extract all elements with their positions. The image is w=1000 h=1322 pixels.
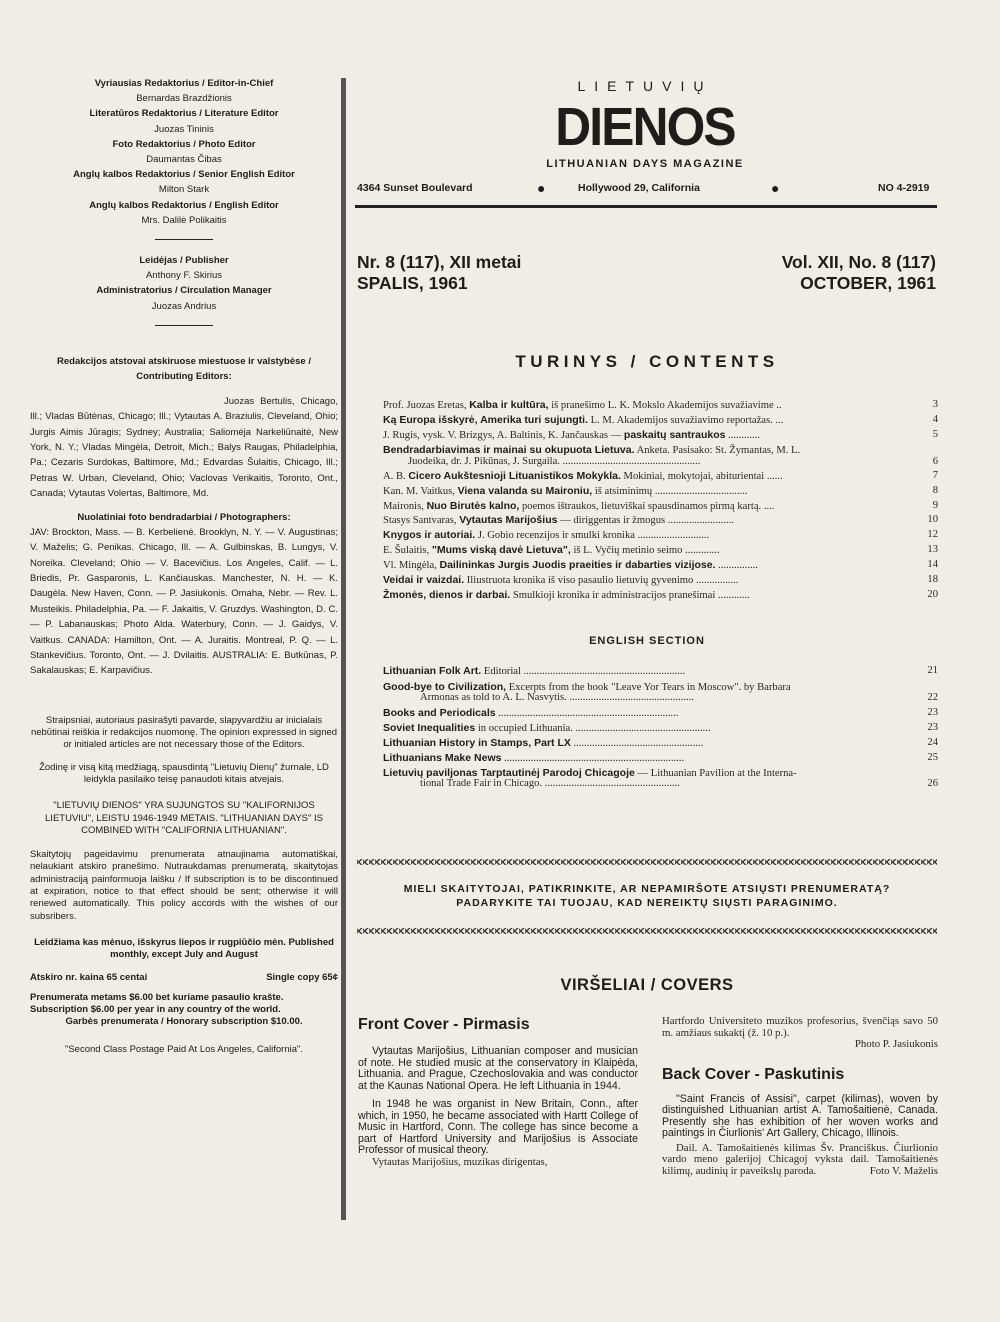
toc-title: Nuo Birutės kalno, [426, 500, 520, 512]
credit-role: Anglų kalbos Redaktorius / Senior English Editor [73, 169, 295, 181]
toc-desc: Mokiniai, mokytojai, abiturientai ...... [620, 471, 783, 482]
contributing-editors-heading: Redakcijos atstovai atskiruose miestuose ir valstybėse / Contributing Editors: [57, 355, 311, 382]
toc-item[interactable] [383, 470, 938, 484]
toc-item-continued[interactable] [408, 456, 938, 470]
street-address: 4364 Sunset Boulevard [357, 182, 473, 194]
toc-desc: tional Trade Fair in Chicago. ................................................... [420, 778, 680, 789]
toc-page: 20 [924, 589, 938, 600]
toc-title: paskaitų santraukos [623, 429, 726, 441]
toc-desc: in occupied Lithuania. ................................................... [475, 723, 711, 734]
toc-desc: L. M. Akademijos suvažiavimo reportažas. ... [588, 415, 784, 426]
front-cover-heading: Front Cover - Pirmasis [358, 1016, 530, 1033]
credit-role: Foto Redaktorius / Photo Editor [112, 138, 256, 150]
column-divider [341, 78, 346, 1220]
front-cover-paragraph: Vytautas Marijošius, muzikas dirigentas, [372, 1155, 548, 1168]
toc-item[interactable] [383, 514, 938, 528]
toc-author: Prof. Juozas Eretas, [383, 400, 470, 411]
toc-page: 5 [930, 429, 938, 440]
photo-credit: Photo P. Jasiukonis [854, 1038, 938, 1050]
toc-title: Lithuanian History in Stamps, Part LX [383, 737, 571, 749]
toc-page: 9 [930, 500, 938, 511]
credit-name: Bernardas Brazdžionis [136, 93, 232, 105]
toc-page: 14 [924, 559, 938, 570]
toc-page: 8 [930, 485, 938, 496]
contributing-editors-text: Juozas Bertulis, Chicago, Ill.; Vladas Būtėnas, Chicago; Ill.; Vytautas A. Braziulis, Cleveland, Ohio; Jurgis Aimis Jūragis; Sydney; Australia; Saliomėja Narkeliūnaitė, New York, N. Y.; Vladas Mingėla, Detroit, Mich.; Balys Raugas, Philadelphia, Pa.; Cezaris Surdokas, Baltimore, Md.; Edvardas Šulaitis, Chicago, Ill.; Petras W. Urban, Cleveland, Ohio; Vaclovas Verikaitis, Toronto, Ont., Canada; Vytautas Volertas, Baltimore, Md. [30, 395, 338, 500]
toc-desc: Editorial ............................................................. [481, 666, 686, 677]
honorary-subscription: Garbės prenumerata / Honorary subscription $10.00. [65, 1016, 303, 1028]
toc-item[interactable] [383, 589, 938, 603]
toc-page: 12 [924, 529, 938, 540]
toc-item[interactable] [383, 414, 938, 428]
issue-lt-line1: Nr. 8 (117), XII metai [357, 252, 522, 272]
toc-item[interactable] [383, 722, 938, 736]
opinion-notice: Straipsniai, autoriaus pasirašyti pavarde, slapyvardžiu ar inicialais nebūtinai reiškia ir redakcijos nuomonę. The opinion expressed in signed or initialed articles are not necessary those of the Editors. [30, 714, 338, 751]
bullet-icon: ● [771, 180, 780, 196]
city-address: Hollywood 29, California [578, 182, 700, 194]
toc-title: Dailininkas Jurgis Juodis praeities ir dabarties vizijose. [439, 559, 716, 571]
credit-name: Mrs. Dalilė Polikaitis [141, 214, 227, 226]
credit-name: Juozas Andrius [151, 300, 217, 312]
toc-title: Vytautas Marijošius [459, 514, 558, 526]
toc-title: Soviet Inequalities [383, 722, 476, 734]
front-cover-paragraph: Vytautas Marijošius, Lithuanian composer and musician of note. He studied music at the conservatory in Klaipėda, Lithuania. and Prague, Czechoslovakia and was conductor at the Kaunas National Opera. He left Lithuania in 1944. [358, 1045, 638, 1092]
back-cover-paragraph: Dail. A. Tamošaitienės kilimas Šv. Pranciškus. Čiurlionio vardo meno galerijoj Chicagoj vyksta dail. Tamošaitienės kilimų, audinių ir paveikslų paroda. [662, 1141, 938, 1177]
contents-title: TURINYS / CONTENTS [515, 352, 779, 371]
wavy-rule-bottom [357, 928, 937, 934]
toc-author: A. B. [383, 471, 409, 482]
toc-title: Ką Europa išskyrė, Amerika turi sujungti. [383, 414, 589, 426]
toc-desc: — diriggentas ir žmogus ......................... [557, 515, 734, 526]
credit-name: Milton Stark [158, 184, 210, 196]
toc-desc: J. Gobio recenzijos ir smulki kronika ........................... [475, 530, 710, 541]
credit-role: Literatūros Redaktorius / Literature Editor [89, 108, 279, 120]
toc-page: 13 [924, 544, 938, 555]
toc-title: Lithuanians Make News [383, 752, 502, 764]
issue-lt-line2: SPALIS, 1961 [357, 273, 468, 293]
toc-desc: ................................................. [570, 738, 704, 749]
single-copy-price [30, 972, 338, 983]
front-cover-paragraph: In 1948 he was organist in New Britain, Conn., after which, in 1950, he became associated with Hartt College of Music in Hartford, Conn. The college has since become a part of Hartford University and Marijošius is Associate Professor of musical theory. [358, 1098, 638, 1156]
postage-statement: "Second Class Postage Paid At Los Angeles, California". [64, 1044, 304, 1056]
covers-title: VIRŠELIAI / COVERS [560, 976, 734, 994]
toc-desc: Armonas as told to A. L. Nasvytis. ............................................... [420, 692, 694, 703]
toc-item[interactable] [383, 737, 938, 751]
toc-title: Viena valanda su Maironiu, [457, 485, 593, 497]
toc-page: 26 [924, 778, 938, 789]
toc-desc: iš pranešimo L. K. Mokslo Akademijos suvažiavime .. [548, 400, 782, 411]
subscription-price: Prenumerata metams $6.00 bet kuriame pasaulio krašte. Subscription $6.00 per year in any country of the world. [30, 991, 284, 1015]
toc-author: E. Šulaitis, [383, 545, 432, 556]
toc-page: 18 [924, 574, 938, 585]
toc-title: Good-bye to Civilization, [383, 681, 507, 693]
toc-page: 6 [930, 456, 938, 467]
toc-title: Bendradarbiavimas ir mainai su okupuota Lietuva. [383, 444, 635, 456]
toc-item[interactable] [383, 544, 938, 558]
toc-desc: .................................................................... [495, 708, 679, 719]
toc-title: "Mums viską davė Lietuva", [431, 544, 571, 556]
toc-page: 23 [924, 722, 938, 733]
toc-desc: iš L. Vyčių metinio seimo ............. [570, 545, 720, 556]
front-cover-block [358, 1016, 638, 1168]
front-cover-continuation: Hartfordo Universiteto muzikos profesorius, švenčiąs savo 50 m. amžiaus sukaktį (ž. 10 p.). [662, 1015, 938, 1039]
subscription-renewal-notice: Skaitytojų pageidavimu prenumerata atnaujinama automatiškai, nelaukiant atskiro pranešimo. Nutraukdamas prenumeratą, skaitytojas administraciją painformuoja laišku / If subscription is to be discontinued at expiration, notice to that effect should be sent; otherwise it will renewed automatically. This policy accords with the wishes of our subsribers. [30, 849, 338, 922]
toc-page: 10 [924, 514, 938, 525]
wavy-rule-top [357, 859, 937, 865]
toc-title: Kalba ir kultūra, [469, 399, 549, 411]
toc-item-continued[interactable] [420, 692, 938, 706]
toc-author: Maironis, [383, 501, 427, 512]
toc-item[interactable] [383, 707, 938, 721]
toc-title: Cicero Aukštesnioji Lituanistikos Mokykla. [408, 470, 621, 482]
credit-name: Anthony F. Skirius [145, 270, 223, 282]
toc-item[interactable] [383, 500, 938, 514]
toc-item[interactable] [383, 485, 938, 499]
toc-page: 7 [930, 470, 938, 481]
credit-role: Anglų kalbos Redaktorius / English Editor [89, 199, 279, 211]
toc-author: Kan. M. Vaitkus, [383, 486, 458, 497]
masthead-logo: DIENOS [555, 97, 735, 157]
masthead-small-title: LIETUVIŲ [577, 78, 713, 94]
toc-item[interactable] [383, 752, 938, 766]
back-cover-paragraph: "Saint Francis of Assisi", carpet (kilimas), woven by distinguished Lithuanian artist A. Tamošaitienė, Canada. Presently she has exhibition of her woven works and paintings in Čiurlionis' Art Gallery, Chicago, Illinois. [662, 1092, 938, 1139]
toc-title: Veidai ir vaizdai. [383, 574, 465, 586]
bullet-icon: ● [537, 180, 546, 196]
back-cover-heading: Back Cover - Paskutinis [662, 1065, 845, 1083]
price-english: Single copy 65¢ [266, 971, 338, 983]
toc-author: Vl. Mingėla, [383, 560, 440, 571]
toc-desc: Iliustruota kronika iš viso pasaulio lietuvių gyvenimo ................ [464, 575, 739, 586]
toc-page: 23 [924, 707, 938, 718]
toc-desc: ............ [725, 430, 760, 441]
credit-role: Leidėjas / Publisher [139, 255, 229, 267]
price-lithuanian: Atskiro nr. kaina 65 centai [30, 971, 148, 983]
toc-desc: .................................................................... [501, 753, 685, 764]
toc-title: Knygos ir autoriai. [383, 529, 476, 541]
credit-role: Vyriausias Redaktorius / Editor-in-Chief [94, 78, 274, 89]
photo-credit: Foto V. Maželis [869, 1165, 938, 1177]
merger-notice: "LIETUVIŲ DIENOS" YRA SUJUNGTOS SU "KALIFORNIJOS LIETUVIU", LEISTU 1946-1949 METAIS. "LITHUANIAN DAYS" IS COMBINED WITH "CALIFORNIA LITHUANIAN". [45, 800, 323, 836]
toc-desc: ............... [715, 560, 758, 571]
toc-page: 22 [924, 692, 938, 703]
reminder-line-2: PADARYKITE TAI TUOJAU, KAD NEREIKTŲ SIŲSTI PARAGINIMO. [456, 897, 838, 909]
toc-page: 24 [924, 737, 938, 748]
editorial-staff-list [30, 76, 338, 228]
toc-desc: iš atsiminimų ................................... [592, 486, 748, 497]
photographers-heading: Nuolatiniai foto bendradarbiai / Photographers: [77, 511, 291, 523]
toc-desc: Smulkioji kronika ir administracijos pranešimai ............ [510, 590, 750, 601]
toc-desc: poemos ištraukos, lietuviškai spausdinamos pirmą kartą. .... [519, 501, 775, 512]
toc-page: 3 [930, 399, 938, 410]
toc-title: Lithuanian Folk Art. [383, 665, 482, 677]
toc-item-continued[interactable] [420, 778, 938, 792]
toc-page: 4 [930, 414, 938, 425]
publication-frequency: Leidžiama kas mėnuo, išskyrus liepos ir rugpiūčio mėn. Published monthly, except July and August [34, 936, 334, 961]
copyright-notice: Žodinę ir visą kitą medžiagą, spausdintą "Lietuvių Dienų" žurnale, LD leidykla pasilaiko teisę panaudoti kitais atvejais. [39, 761, 329, 785]
toc-item[interactable] [383, 665, 938, 679]
toc-item[interactable] [383, 529, 938, 543]
issue-en-line1: Vol. XII, No. 8 (117) [781, 252, 936, 272]
photographers-text: JAV: Brockton, Mass. — B. Kerbelienė. Brooklyn, N. Y. — V. Augustinas; V. Maželis; G. Penikas. Chicago, Ill. — A. Gulbinskas, B. Lungys, V. Noreika. Cleveland; Ohio — V. Bacevičius. Los Angeles, Calif. — L. Briedis, Pr. Gasparonis, L. Kančiauskas. Manchester, N. H. — K. Daugėla. New Haven, Conn. — P. Jasiukonis. Omaha, Nebr. — Rev. L. Musteikis. Philadelphia, Pa. — F. Jakaitis, V. Gruzdys. Washington, D. C. — P. Labanauskas; Photo Alda. Waterbury, Conn. — J. Gaidys, V. Vaitkus. CANADA: Hamilton, Ont. — A. Juraitis. Montreal, P. Q. — L. Stankevičius. Toronto, Ont. — J. Dvilaitis. AUSTRALIA: E. Butkūnas, P. Sakalauskas; E. Karpavičius. [30, 526, 338, 677]
credit-name: Juozas Tininis [154, 123, 214, 135]
masthead-subtitle: LITHUANIAN DAYS MAGAZINE [546, 158, 744, 170]
masthead-rule [355, 205, 937, 208]
english-section-title: ENGLISH SECTION [589, 635, 705, 647]
toc-desc: — Lithuanian Pavilion at the Interna- [634, 768, 797, 779]
divider [155, 239, 213, 240]
credit-role: Administratorius / Circulation Manager [96, 285, 272, 297]
toc-page: 25 [924, 752, 938, 763]
toc-author: J. Rugis, vysk. V. Brizgys, A. Baltinis, K. Jančauskas — [383, 430, 624, 441]
issue-en-line2: OCTOBER, 1961 [800, 273, 936, 293]
phone-number: NO 4-2919 [878, 182, 930, 194]
back-cover-block [662, 1016, 938, 1178]
toc-desc: Excerpts from the book "Leave Yor Tears in Moscow". by Barbara [506, 682, 791, 693]
toc-item[interactable] [383, 574, 938, 588]
toc-title: Žmonės, dienos ir darbai. [383, 589, 511, 601]
toc-item[interactable] [383, 429, 938, 443]
reminder-line-1: MIELI SKAITYTOJAI, PATIKRINKITE, AR NEPAMIRŠOTE ATSIŲSTI PRENUMERATĄ? [403, 883, 891, 895]
publisher-list [30, 253, 338, 314]
toc-author: Stasys Santvaras, [383, 515, 460, 526]
toc-desc: Anketa. Pasisako: St. Žymantas, M. L. [634, 445, 801, 456]
toc-title: Lietuvių paviljonas Tarptautinėj Parodoj Chicagoje [383, 767, 635, 779]
masthead-credits-column [30, 76, 338, 1055]
credit-name: Daumantas Čibas [146, 154, 222, 166]
divider [155, 325, 213, 326]
toc-title: Books and Periodicals [383, 707, 496, 719]
toc-desc: Juodeika, dr. J. Pikūnas, J. Surgaila. .................................................... [408, 456, 701, 467]
toc-item[interactable] [383, 399, 938, 413]
toc-page: 21 [924, 665, 938, 676]
toc-item[interactable] [383, 559, 938, 573]
